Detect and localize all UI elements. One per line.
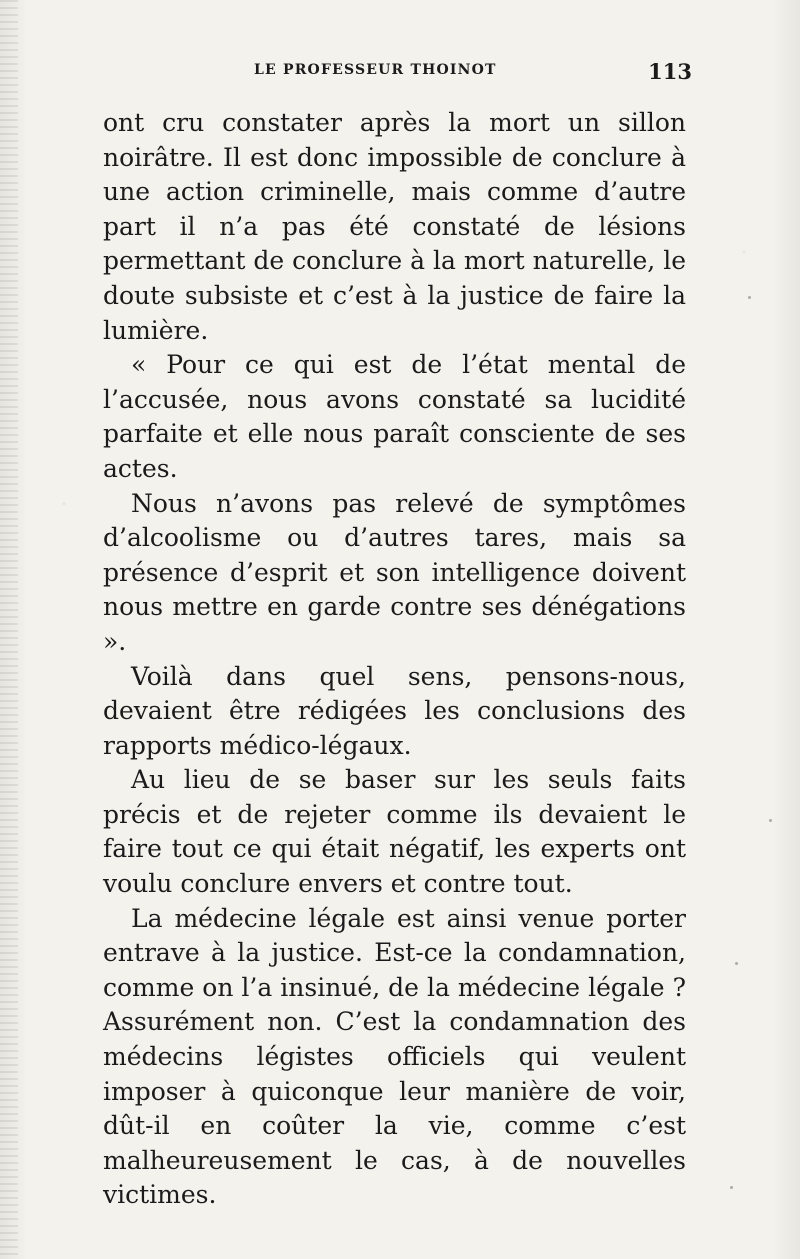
- paragraph-1: ont cru constater après la mort un sillon noirâtre. Il est donc impossible de conclure à une action criminelle, mais comme d’autre part il n’a pas été constaté de lésions permettant de conclure à la mort naturelle, le doute subsiste et c’est à la justice de faire la lumière.: [103, 108, 686, 345]
- paragraph-4: Voilà dans quel sens, pensons-nous, devaient être rédigées les conclusions des rapports médico-légaux.: [103, 661, 686, 760]
- scan-speck: [769, 819, 772, 822]
- paragraph-6: La médecine légale est ainsi venue porter entrave à la justice. Est-ce la condamnation, comme on l’a insinué, de la médecine légale ? Assurément non. C’est la condamnation des médecins légistes officiels qui veulent imposer à quiconque leur manière de voir, dût-il en coûter la vie, comme c’est malheureusement le cas, à de nouvelles victimes.: [103, 903, 686, 1210]
- scan-edge: [0, 0, 18, 1259]
- scan-speck: [730, 1186, 733, 1189]
- running-head: [254, 59, 692, 84]
- scan-speck: [735, 962, 738, 965]
- running-head-title: LE PROFESSEUR THOINOT: [254, 62, 497, 78]
- paragraph-2: « Pour ce qui est de l’état mental de l’accusée, nous avons constaté sa lucidité parfaite et elle nous paraît consciente de ses actes.: [103, 350, 686, 483]
- paragraph-3: Nous n’avons pas relevé de symptômes d’alcoolisme ou d’autres tares, mais sa présence d’esprit et son intelligence doivent nous mettre en garde contre ses dénégations ».: [103, 488, 686, 656]
- scan-speck: [748, 296, 751, 299]
- paragraph-5: Au lieu de se baser sur les seuls faits précis et de rejeter comme ils devaient le faire tout ce qui était négatif, les experts ont voulu conclure envers et contre tout.: [103, 765, 686, 899]
- page-number: 113: [648, 59, 692, 84]
- body-text: [103, 106, 686, 1213]
